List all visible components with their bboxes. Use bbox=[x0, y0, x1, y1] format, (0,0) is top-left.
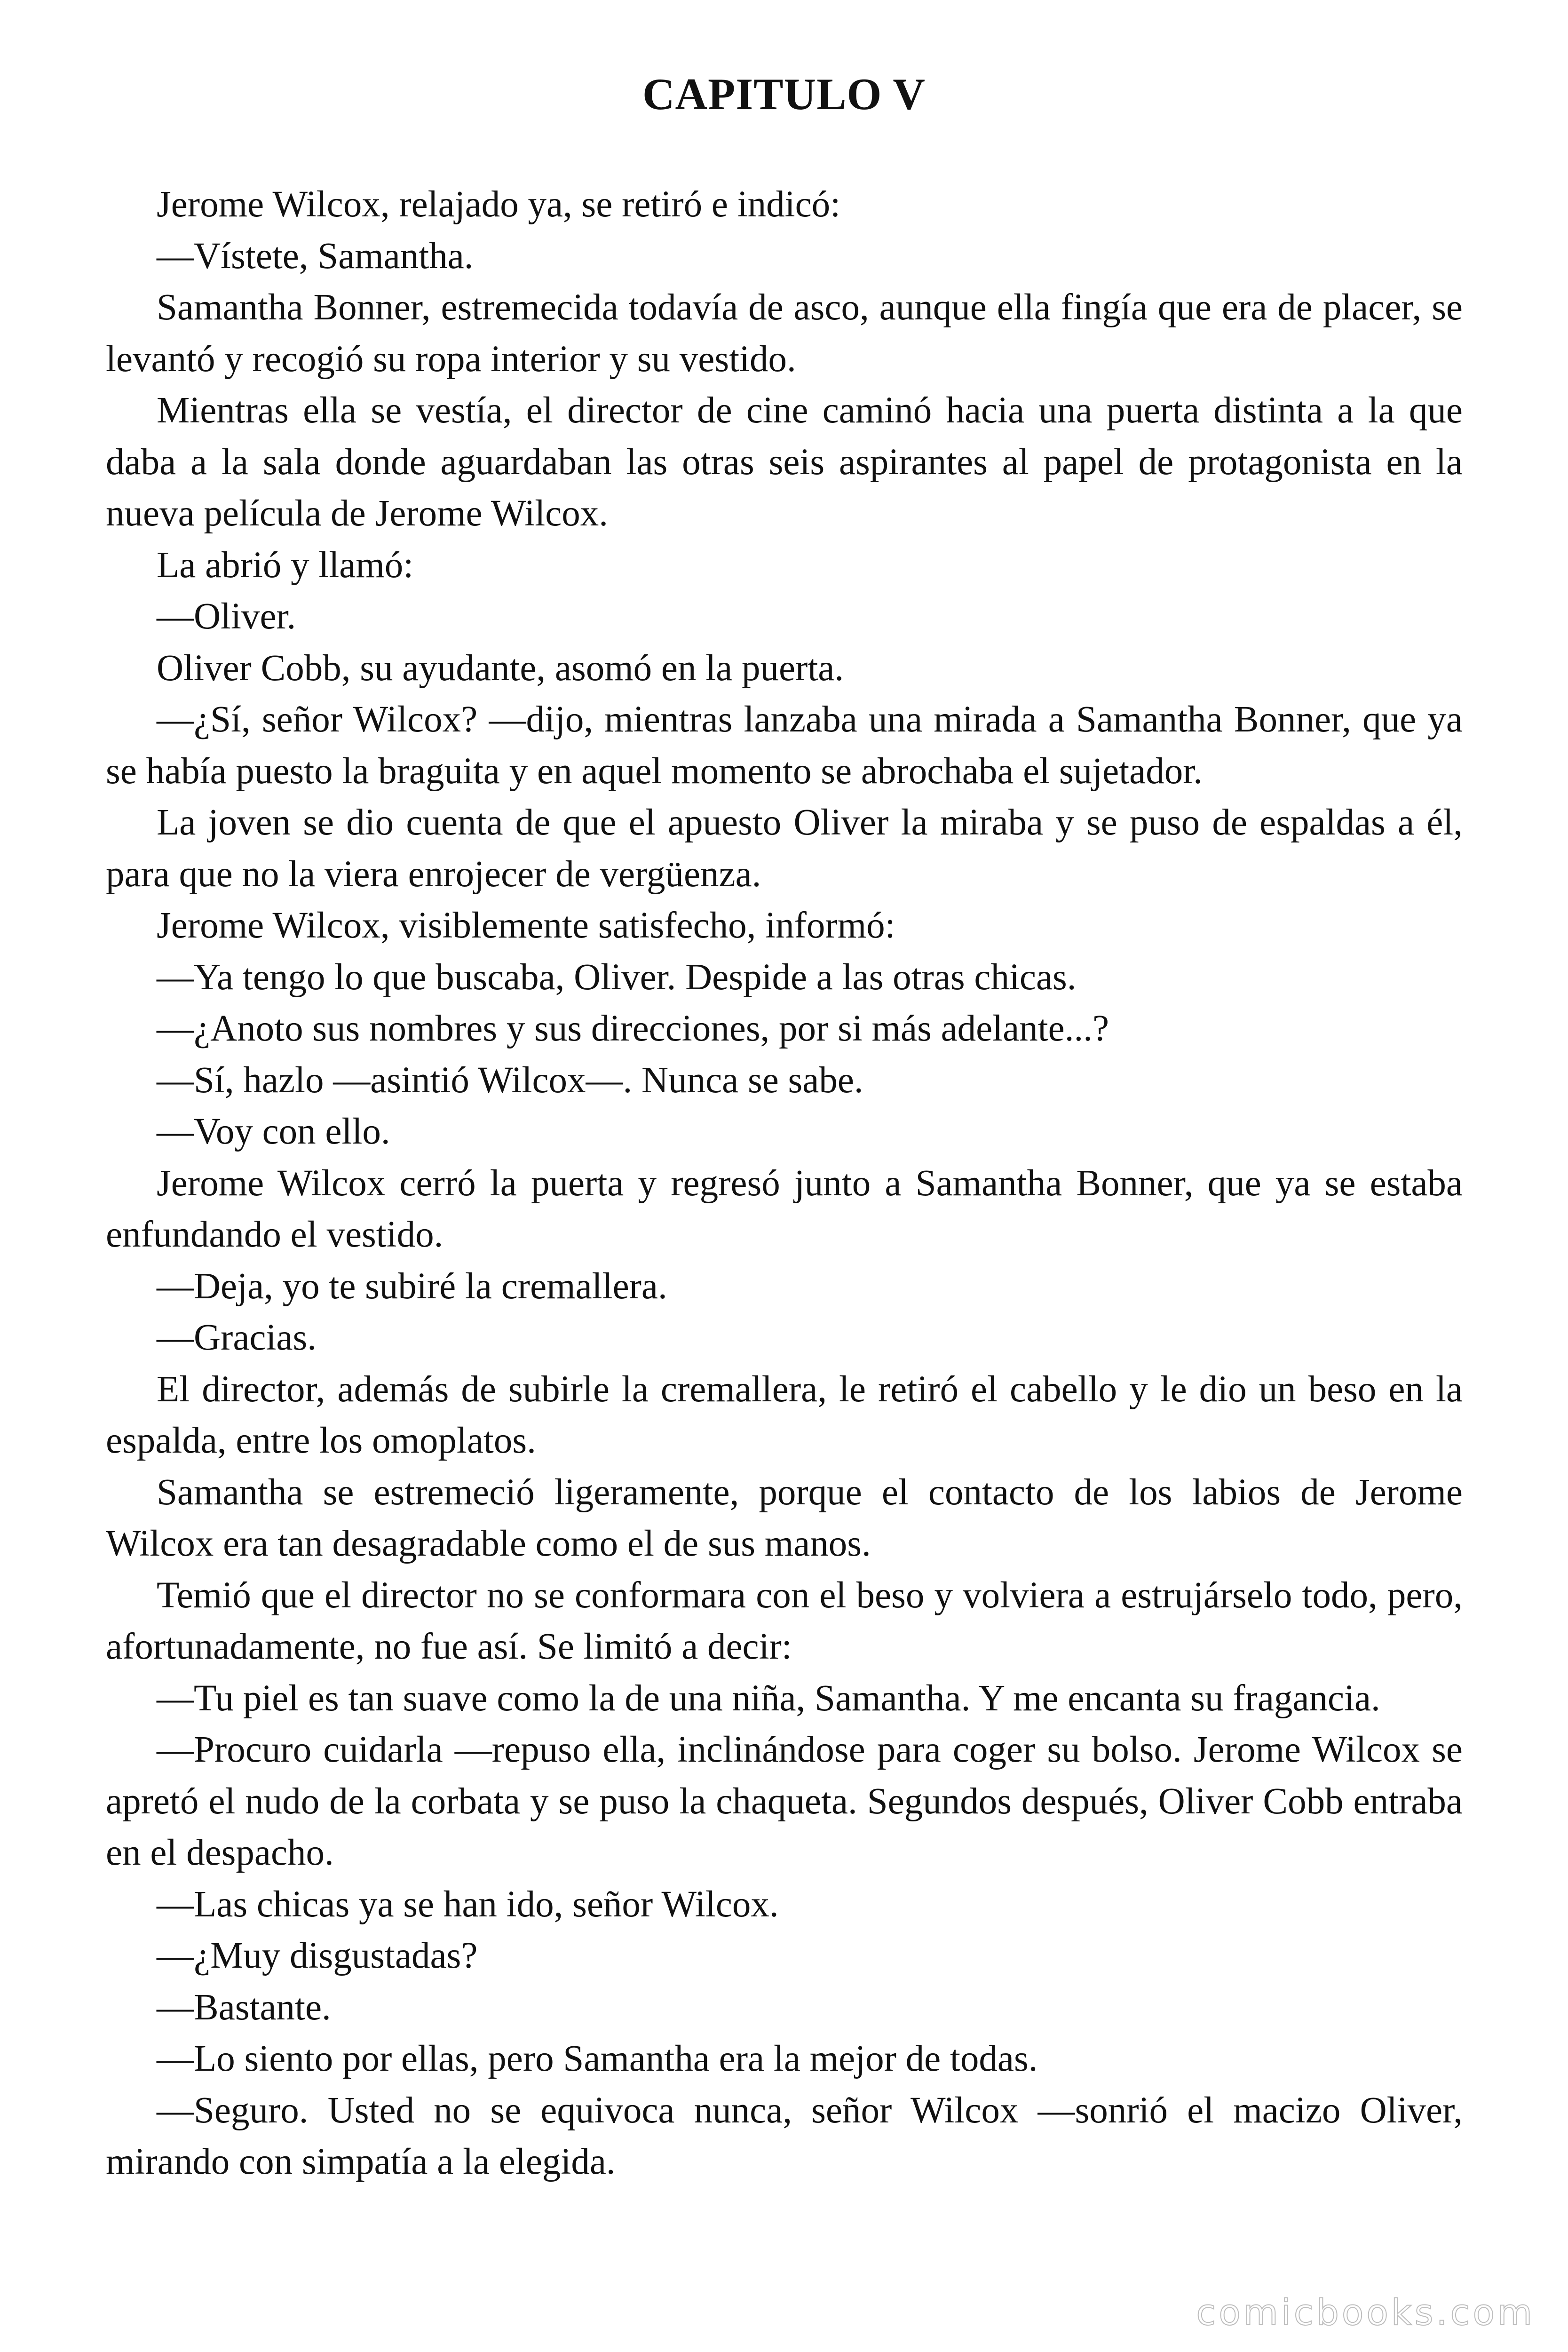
paragraph: Jerome Wilcox, visiblemente satisfecho, informó: bbox=[157, 905, 895, 946]
paragraph: —Ya tengo lo que buscaba, Oliver. Despide a las otras chicas. bbox=[157, 956, 1077, 998]
paragraph: —Lo siento por ellas, pero Samantha era la mejor de todas. bbox=[157, 2038, 1038, 2079]
paragraph: —Oliver. bbox=[157, 596, 296, 637]
chapter-title: CAPITULO V bbox=[642, 69, 926, 119]
paragraph: —Bastante. bbox=[157, 1986, 331, 2028]
paragraph: Samantha se estremeció ligeramente, porque el contacto de los labios de Jerome Wilcox era tan desagradable como el de sus manos. bbox=[106, 1471, 1463, 1564]
paragraph: —Seguro. Usted no se equivoca nunca, señor Wilcox —sonrió el macizo Oliver, mirando con simpatía a la elegida. bbox=[106, 2090, 1463, 2182]
paragraph: —Deja, yo te subiré la cremallera. bbox=[157, 1265, 667, 1307]
paragraph: —Procuro cuidarla —repuso ella, inclinándose para coger su bolso. Jerome Wilcox se apretó el nudo de la corbata y se puso la chaqueta. Segundos después, Oliver Cobb entraba en el despacho. bbox=[106, 1729, 1463, 1873]
paragraph: La abrió y llamó: bbox=[157, 544, 414, 586]
paragraph: —Voy con ello. bbox=[157, 1111, 390, 1152]
paragraph: Oliver Cobb, su ayudante, asomó en la puerta. bbox=[157, 647, 844, 689]
paragraph: Jerome Wilcox cerró la puerta y regresó junto a Samantha Bonner, que ya se estaba enfundando el vestido. bbox=[106, 1162, 1463, 1255]
paragraph: Jerome Wilcox, relajado ya, se retiró e indicó: bbox=[157, 184, 841, 225]
paragraph: Samantha Bonner, estremecida todavía de asco, aunque ella fingía que era de placer, se levantó y recogió su ropa interior y su vestido. bbox=[106, 287, 1463, 380]
paragraph: —Tu piel es tan suave como la de una niña, Samantha. Y me encanta su fragancia. bbox=[157, 1677, 1380, 1719]
paragraph: El director, además de subirle la cremallera, le retiró el cabello y le dio un beso en la espalda, entre los omoplatos. bbox=[106, 1368, 1463, 1461]
chapter-body bbox=[106, 179, 1463, 2188]
paragraph: —¿Anoto sus nombres y sus direcciones, por si más adelante...? bbox=[157, 1008, 1109, 1049]
paragraph: Mientras ella se vestía, el director de cine caminó hacia una puerta distinta a la que daba a la sala donde aguardaban las otras seis aspirantes al papel de protagonista en la nueva película de Jerome Wilcox. bbox=[106, 390, 1463, 534]
watermark: comicbooks.com bbox=[1196, 2291, 1535, 2333]
paragraph: —Las chicas ya se han ido, señor Wilcox. bbox=[157, 1883, 779, 1925]
paragraph: —¿Muy disgustadas? bbox=[157, 1935, 478, 1976]
paragraph: La joven se dio cuenta de que el apuesto Oliver la miraba y se puso de espaldas a él, para que no la viera enrojecer de vergüenza. bbox=[106, 802, 1463, 895]
paragraph: —Sí, hazlo —asintió Wilcox—. Nunca se sabe. bbox=[157, 1059, 863, 1101]
paragraph: Temió que el director no se conformara con el beso y volviera a estrujárselo todo, pero, afortunadamente, no fue así. Se limitó a decir: bbox=[106, 1574, 1463, 1667]
paragraph: —¿Sí, señor Wilcox? —dijo, mientras lanzaba una mirada a Samantha Bonner, que ya se había puesto la braguita y en aquel momento se abrochaba el sujetador. bbox=[106, 699, 1463, 792]
paragraph: —Gracias. bbox=[157, 1317, 317, 1358]
paragraph: —Vístete, Samantha. bbox=[157, 235, 474, 277]
